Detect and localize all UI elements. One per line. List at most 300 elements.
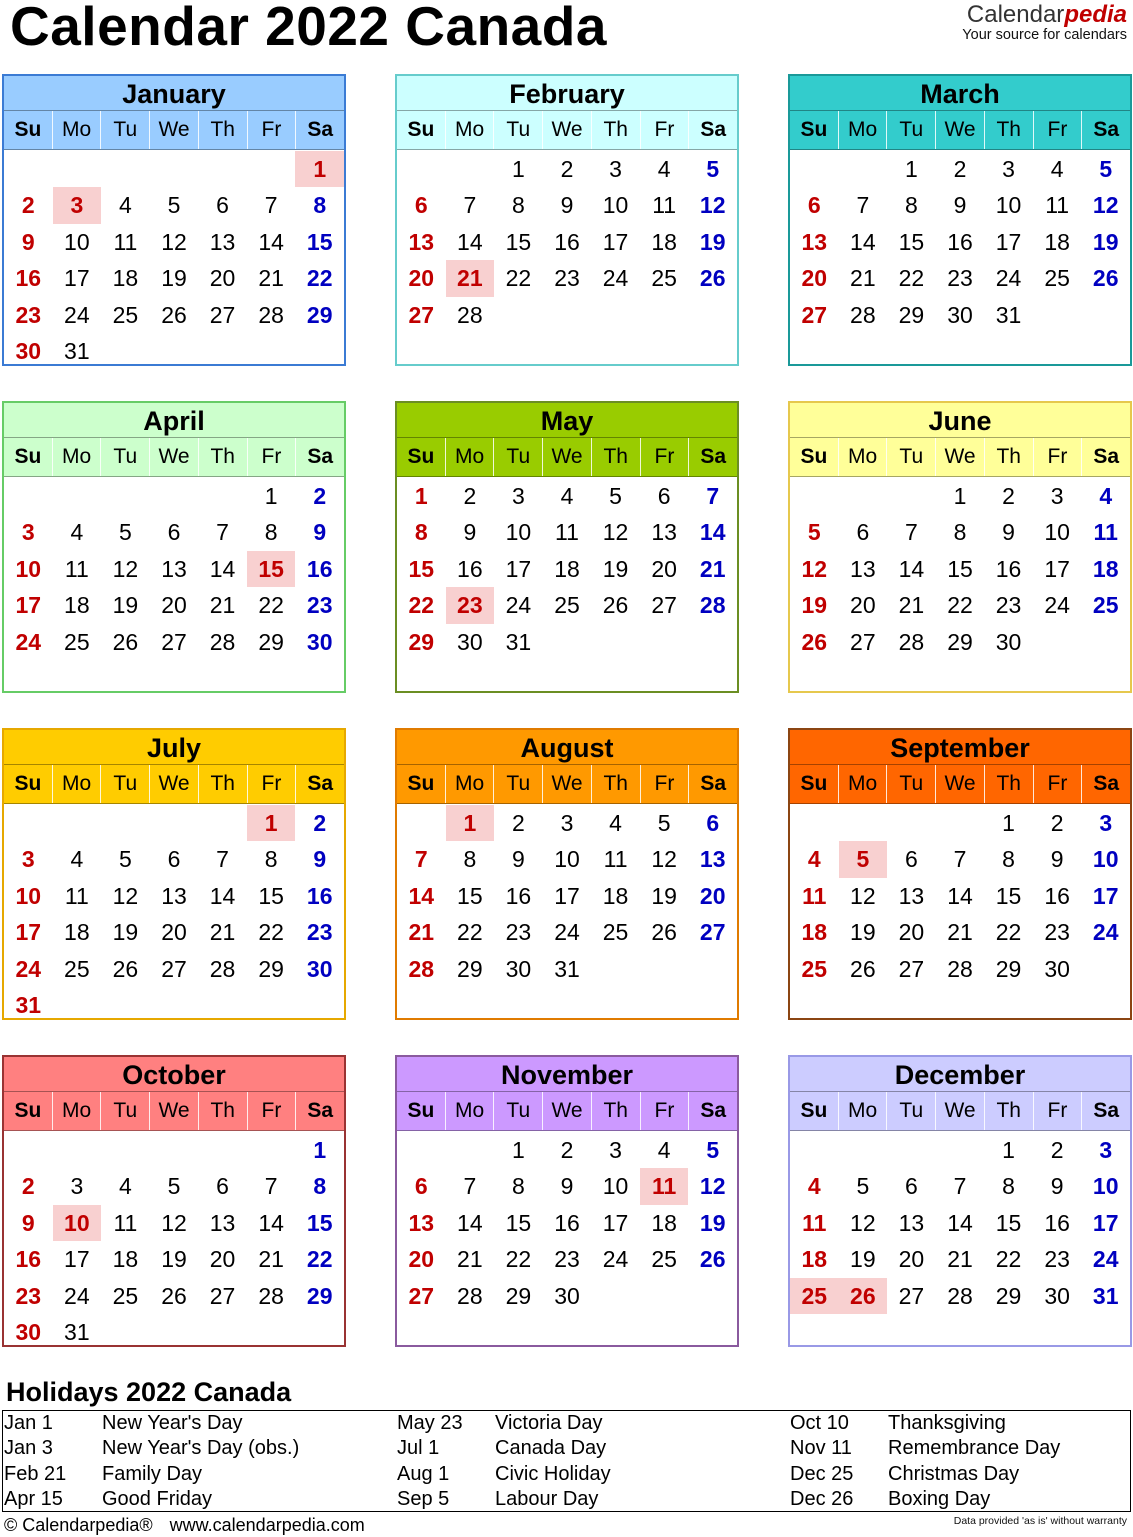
day-cell: 1 [905, 156, 918, 182]
day-cell: 20 [161, 919, 187, 946]
day-cell: 17 [64, 1246, 90, 1273]
weekday-label: Tu [493, 765, 542, 803]
empty-cell [53, 805, 102, 841]
page-title: Calendar 2022 Canada [10, 0, 607, 57]
holidays-column [397, 1411, 611, 1513]
day-cell: 18 [554, 555, 580, 582]
day-cell: 15 [247, 551, 296, 587]
weekday-label: We [542, 765, 591, 803]
days-grid [790, 150, 1130, 333]
day-cell: 2 [21, 1173, 35, 1200]
brand-name-main: Calendar [966, 1, 1065, 28]
day-cell: 21 [850, 265, 876, 292]
weekday-label: Th [984, 111, 1033, 149]
day-cell: 27 [801, 301, 828, 328]
empty-cell [101, 805, 150, 841]
day-cell: 14 [898, 555, 925, 582]
day-cell: 22 [505, 265, 532, 292]
empty-cell [198, 151, 247, 187]
days-grid [4, 1131, 344, 1350]
weekday-label: Tu [886, 111, 935, 149]
holiday-name: New Year's Day [102, 1412, 243, 1434]
day-cell: 9 [21, 228, 35, 255]
day-cell: 18 [602, 882, 629, 909]
days-grid [397, 804, 737, 987]
month-july [2, 728, 346, 1020]
day-cell: 19 [161, 265, 187, 292]
holiday-date: Dec 25 [790, 1462, 854, 1485]
day-cell: 12 [801, 555, 828, 582]
day-cell: 25 [651, 265, 677, 292]
day-cell: 10 [554, 846, 580, 873]
day-cell: 19 [1092, 228, 1119, 255]
day-cell: 29 [505, 1282, 532, 1309]
day-cell: 6 [706, 810, 720, 836]
month-name: March [790, 76, 1130, 110]
day-cell: 19 [651, 882, 677, 909]
day-cell: 17 [15, 919, 42, 946]
weekday-label: We [935, 765, 984, 803]
day-cell: 28 [258, 1282, 284, 1309]
weekday-header [397, 764, 737, 804]
day-cell: 8 [313, 192, 327, 219]
day-cell: 5 [657, 810, 671, 836]
day-cell: 24 [554, 919, 580, 946]
day-cell: 23 [1044, 1246, 1070, 1273]
day-cell: 16 [947, 228, 973, 255]
day-cell: 26 [112, 628, 139, 655]
day-cell: 26 [161, 1282, 187, 1309]
day-cell: 24 [1044, 592, 1070, 619]
day-cell: 16 [15, 1246, 42, 1273]
day-cell: 24 [1092, 1246, 1119, 1273]
day-cell: 16 [554, 1209, 580, 1236]
empty-cell [839, 151, 888, 187]
day-cell: 7 [414, 846, 428, 873]
day-cell: 25 [64, 628, 90, 655]
day-cell: 22 [995, 1246, 1022, 1273]
weekday-label: Sa [688, 1092, 737, 1130]
month-december [788, 1055, 1132, 1347]
day-cell: 29 [947, 628, 973, 655]
weekday-label: Sa [1081, 438, 1130, 476]
weekday-label: Mo [52, 438, 101, 476]
holidays-column [790, 1411, 1060, 1513]
day-cell: 25 [602, 919, 629, 946]
day-cell: 4 [657, 156, 671, 182]
month-january [2, 74, 346, 366]
weekday-header [397, 1091, 737, 1131]
day-cell: 6 [905, 1173, 918, 1200]
day-cell: 20 [408, 265, 435, 292]
weekday-label: Th [198, 438, 247, 476]
day-cell: 7 [706, 483, 720, 509]
day-cell: 22 [898, 265, 925, 292]
day-cell: 1 [512, 1137, 525, 1163]
day-cell: 21 [947, 919, 973, 946]
day-cell: 17 [554, 882, 580, 909]
day-cell: 13 [209, 1209, 236, 1236]
empty-cell [4, 805, 53, 841]
days-grid [4, 477, 344, 660]
weekday-label: Th [984, 438, 1033, 476]
holiday-date: Sep 5 [397, 1488, 450, 1511]
weekday-header [790, 110, 1130, 150]
day-cell: 28 [947, 955, 973, 982]
day-cell: 13 [651, 519, 677, 546]
day-cell: 2 [953, 156, 967, 182]
weekday-label: Su [800, 118, 828, 141]
holiday-name: Victoria Day [495, 1412, 603, 1434]
day-cell: 1 [446, 805, 495, 841]
day-cell: 5 [856, 1173, 870, 1200]
month-august [395, 728, 739, 1020]
holiday-date: Jan 1 [4, 1412, 53, 1434]
weekday-label: Tu [100, 1092, 149, 1130]
day-cell: 4 [1099, 483, 1113, 509]
day-cell: 4 [70, 519, 84, 546]
day-cell: 11 [1045, 192, 1070, 219]
day-cell: 22 [306, 1246, 333, 1273]
weekday-label: Mo [52, 111, 101, 149]
weekday-label: Tu [493, 111, 542, 149]
day-cell: 22 [306, 265, 333, 292]
day-cell: 15 [505, 228, 532, 255]
day-cell: 13 [408, 228, 435, 255]
day-cell: 2 [560, 156, 574, 182]
day-cell: 3 [1099, 810, 1113, 836]
day-cell: 13 [801, 228, 828, 255]
day-cell: 26 [839, 1278, 888, 1314]
day-cell: 1 [264, 483, 278, 509]
day-cell: 22 [258, 592, 284, 619]
day-cell: 5 [609, 483, 622, 509]
days-grid [397, 150, 737, 333]
day-cell: 4 [657, 1137, 671, 1163]
empty-cell [4, 151, 53, 187]
empty-cell [53, 478, 102, 514]
weekday-label: Tu [886, 765, 935, 803]
day-cell: 2 [512, 810, 525, 836]
weekday-label: Fr [247, 111, 296, 149]
empty-cell [397, 805, 446, 841]
day-cell: 3 [512, 483, 525, 509]
weekday-label: Fr [1033, 1092, 1082, 1130]
month-april [2, 401, 346, 693]
day-cell: 19 [850, 919, 876, 946]
day-cell: 9 [560, 1173, 574, 1200]
day-cell: 28 [947, 1282, 973, 1309]
day-cell: 4 [560, 483, 574, 509]
day-cell: 25 [790, 1278, 839, 1314]
day-cell: 31 [1092, 1282, 1119, 1309]
weekday-label: Tu [493, 1092, 542, 1130]
day-cell: 23 [15, 301, 42, 328]
day-cell: 16 [457, 555, 483, 582]
day-cell: 2 [1050, 1137, 1064, 1163]
day-cell: 31 [505, 628, 532, 655]
day-cell: 3 [609, 156, 622, 182]
day-cell: 27 [651, 592, 677, 619]
holiday-name: Christmas Day [888, 1462, 1020, 1485]
day-cell: 11 [1093, 519, 1118, 546]
weekday-label: Su [800, 445, 828, 468]
day-cell: 5 [1099, 156, 1113, 182]
empty-cell [887, 1132, 936, 1168]
month-february [395, 74, 739, 366]
empty-cell [839, 478, 888, 514]
day-cell: 20 [699, 882, 726, 909]
day-cell: 6 [216, 192, 229, 219]
day-cell: 26 [699, 1246, 726, 1273]
day-cell: 28 [209, 628, 236, 655]
day-cell: 30 [505, 955, 532, 982]
day-cell: 16 [306, 555, 333, 582]
day-cell: 18 [1044, 228, 1070, 255]
day-cell: 18 [112, 265, 139, 292]
day-cell: 22 [505, 1246, 532, 1273]
day-cell: 14 [258, 1209, 284, 1236]
holiday-row [790, 1411, 1060, 1436]
weekday-label: We [149, 438, 198, 476]
day-cell: 21 [258, 1246, 284, 1273]
day-cell: 13 [209, 228, 236, 255]
brand-tagline: Your source for calendars [962, 27, 1127, 43]
day-cell: 3 [70, 1173, 84, 1200]
empty-cell [790, 805, 839, 841]
day-cell: 1 [247, 805, 296, 841]
weekday-header [397, 110, 737, 150]
weekday-label: We [542, 1092, 591, 1130]
month-name: May [397, 403, 737, 437]
day-cell: 15 [947, 555, 973, 582]
weekday-label: We [935, 1092, 984, 1130]
day-cell: 31 [554, 955, 580, 982]
day-cell: 2 [560, 1137, 574, 1163]
day-cell: 9 [463, 519, 477, 546]
day-cell: 20 [408, 1246, 435, 1273]
day-cell: 30 [995, 628, 1022, 655]
weekday-label: Fr [640, 1092, 689, 1130]
day-cell: 9 [313, 846, 327, 873]
day-cell: 18 [801, 1246, 828, 1273]
day-cell: 27 [209, 1282, 236, 1309]
day-cell: 7 [264, 192, 278, 219]
day-cell: 3 [1050, 483, 1064, 509]
day-cell: 17 [602, 1209, 629, 1236]
weekday-label: Th [591, 438, 640, 476]
day-cell: 26 [602, 592, 629, 619]
day-cell: 12 [161, 1209, 187, 1236]
empty-cell [790, 151, 839, 187]
brand-logo[interactable] [962, 2, 1127, 42]
day-cell: 3 [1099, 1137, 1113, 1163]
day-cell: 12 [699, 192, 726, 219]
day-cell: 28 [898, 628, 925, 655]
weekday-label: We [542, 438, 591, 476]
weekday-label: Su [407, 118, 435, 141]
day-cell: 23 [306, 592, 333, 619]
day-cell: 27 [850, 628, 876, 655]
day-cell: 12 [850, 1209, 876, 1236]
day-cell: 6 [167, 846, 181, 873]
day-cell: 22 [457, 919, 483, 946]
day-cell: 8 [313, 1173, 327, 1200]
day-cell: 22 [995, 919, 1022, 946]
holiday-date: Dec 26 [790, 1488, 854, 1511]
day-cell: 30 [15, 337, 42, 364]
day-cell: 4 [119, 1173, 132, 1200]
weekday-label: Su [14, 1099, 42, 1122]
holiday-name: Thanksgiving [888, 1412, 1006, 1434]
day-cell: 28 [699, 592, 726, 619]
day-cell: 10 [1044, 519, 1070, 546]
empty-cell [101, 1132, 150, 1168]
day-cell: 1 [953, 483, 967, 509]
weekday-label: Sa [295, 765, 344, 803]
day-cell: 14 [209, 555, 236, 582]
weekday-label: Su [407, 445, 435, 468]
day-cell: 18 [64, 592, 90, 619]
day-cell: 8 [512, 1173, 525, 1200]
day-cell: 3 [53, 187, 102, 223]
empty-cell [936, 805, 985, 841]
weekday-label: Mo [445, 438, 494, 476]
day-cell: 17 [1044, 555, 1070, 582]
day-cell: 12 [112, 555, 139, 582]
days-grid [790, 477, 1130, 660]
day-cell: 12 [112, 882, 139, 909]
weekday-label: Tu [100, 111, 149, 149]
day-cell: 26 [651, 919, 677, 946]
weekday-label: Th [591, 111, 640, 149]
day-cell: 5 [839, 841, 888, 877]
day-cell: 8 [512, 192, 525, 219]
holiday-name: Canada Day [495, 1437, 607, 1460]
empty-cell [397, 151, 446, 187]
day-cell: 12 [161, 228, 187, 255]
day-cell: 6 [216, 1173, 229, 1200]
day-cell: 15 [457, 882, 483, 909]
weekday-label: Fr [640, 765, 689, 803]
weekday-label: Fr [1033, 438, 1082, 476]
day-cell: 14 [258, 228, 284, 255]
weekday-label: Mo [838, 438, 887, 476]
holiday-row [790, 1436, 1060, 1461]
day-cell: 4 [70, 846, 84, 873]
empty-cell [936, 1132, 985, 1168]
day-cell: 21 [258, 265, 284, 292]
day-cell: 29 [306, 301, 333, 328]
day-cell: 29 [258, 628, 284, 655]
day-cell: 14 [457, 228, 483, 255]
day-cell: 9 [313, 519, 327, 546]
day-cell: 6 [414, 1173, 428, 1200]
month-name: September [790, 730, 1130, 764]
day-cell: 26 [699, 265, 726, 292]
day-cell: 22 [258, 919, 284, 946]
day-cell: 2 [21, 192, 35, 219]
day-cell: 2 [1050, 810, 1064, 836]
day-cell: 17 [1092, 882, 1119, 909]
day-cell: 16 [15, 265, 42, 292]
day-cell: 5 [167, 1173, 181, 1200]
holidays-column [4, 1411, 299, 1513]
weekday-label: Fr [1033, 765, 1082, 803]
weekday-label: Mo [445, 765, 494, 803]
day-cell: 10 [1092, 846, 1119, 873]
weekday-label: We [149, 1092, 198, 1130]
day-cell: 19 [112, 592, 139, 619]
holiday-row [397, 1436, 611, 1461]
footer-website-link[interactable]: www.calendarpedia.com [169, 1515, 365, 1535]
empty-cell [839, 1132, 888, 1168]
day-cell: 29 [408, 628, 435, 655]
day-cell: 10 [15, 555, 42, 582]
day-cell: 15 [898, 228, 925, 255]
day-cell: 13 [898, 882, 925, 909]
weekday-label: Mo [838, 765, 887, 803]
day-cell: 29 [898, 301, 925, 328]
day-cell: 15 [306, 228, 333, 255]
day-cell: 18 [1092, 555, 1119, 582]
day-cell: 9 [953, 192, 967, 219]
day-cell: 27 [898, 1282, 925, 1309]
day-cell: 31 [15, 991, 42, 1018]
day-cell: 5 [167, 192, 181, 219]
day-cell: 4 [609, 810, 622, 836]
day-cell: 30 [1044, 1282, 1070, 1309]
day-cell: 3 [21, 846, 35, 873]
day-cell: 7 [905, 519, 918, 546]
weekday-label: Mo [445, 111, 494, 149]
day-cell: 9 [1050, 846, 1064, 873]
day-cell: 19 [699, 228, 726, 255]
day-cell: 13 [161, 555, 187, 582]
day-cell: 7 [953, 846, 967, 873]
day-cell: 12 [850, 882, 876, 909]
empty-cell [887, 805, 936, 841]
month-name: June [790, 403, 1130, 437]
days-grid [790, 1131, 1130, 1314]
day-cell: 1 [313, 1137, 327, 1163]
empty-cell [4, 478, 53, 514]
weekday-header [790, 1091, 1130, 1131]
day-cell: 6 [167, 519, 181, 546]
day-cell: 24 [15, 628, 42, 655]
day-cell: 17 [505, 555, 532, 582]
holiday-row [790, 1487, 1060, 1512]
day-cell: 11 [64, 555, 89, 582]
empty-cell [101, 478, 150, 514]
day-cell: 20 [801, 265, 828, 292]
day-cell: 8 [905, 192, 918, 219]
weekday-label: Th [984, 1092, 1033, 1130]
day-cell: 11 [64, 882, 89, 909]
weekday-label: Sa [1081, 111, 1130, 149]
day-cell: 14 [947, 882, 973, 909]
day-cell: 11 [113, 1209, 138, 1236]
month-name: November [397, 1057, 737, 1091]
day-cell: 2 [463, 483, 477, 509]
empty-cell [150, 1132, 199, 1168]
weekday-label: We [935, 111, 984, 149]
day-cell: 16 [306, 882, 333, 909]
day-cell: 1 [295, 151, 344, 187]
day-cell: 4 [119, 192, 132, 219]
day-cell: 6 [856, 519, 870, 546]
day-cell: 2 [313, 483, 327, 509]
